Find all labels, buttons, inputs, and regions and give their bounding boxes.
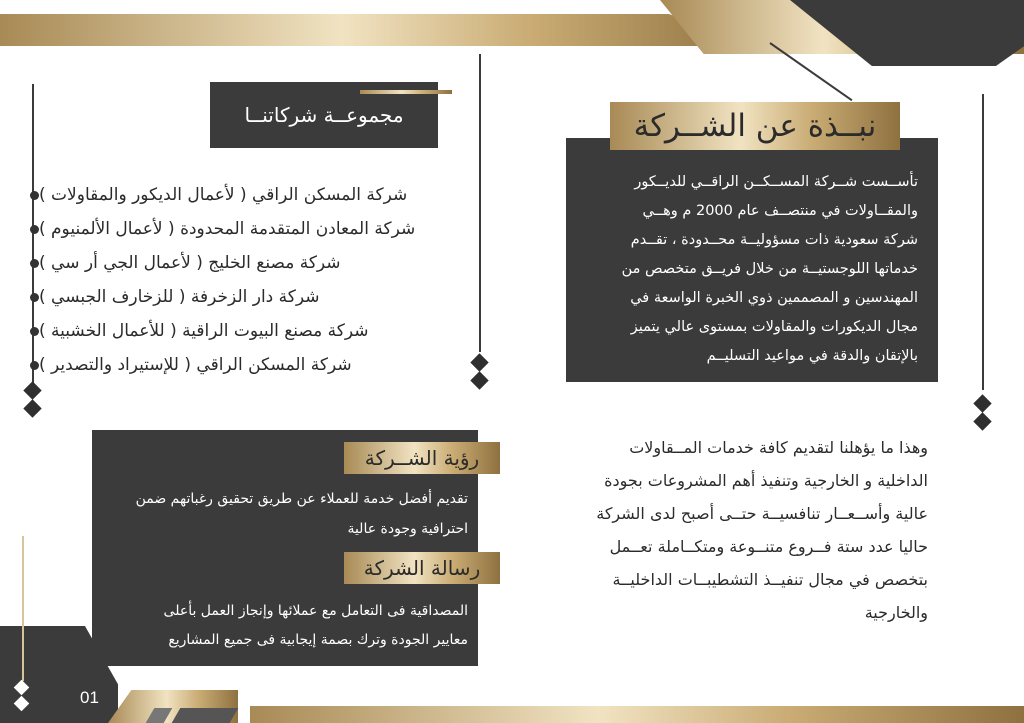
page-number: 01 — [80, 688, 99, 707]
center-diamond-2 — [470, 371, 488, 389]
qualify-text — [556, 431, 928, 629]
list-item — [20, 348, 448, 382]
companies-list-container — [20, 178, 448, 382]
qualify-line: وهذا ما يؤهلنا لتقديم كافة خدمات المــقاولات — [629, 438, 928, 457]
center-diamond-1 — [470, 353, 488, 371]
company-name: شركة المسكن الراقي ( للإستيراد والتصدير ) — [39, 355, 352, 375]
company-name: شركة المعادن المتقدمة المحدودة ( لأعمال الألمنيوم ) — [39, 219, 416, 239]
about-line: تأســست شــركة المســكــن الراقــي للديــكور — [634, 174, 918, 190]
vision-line: تقديم أفضل خدمة للعملاء عن طريق تحقيق رغباتهم ضمن — [135, 491, 468, 507]
about-text — [572, 168, 918, 371]
bullet-icon — [30, 259, 39, 268]
qualify-line: الداخلية و الخارجية وتنفيذ أهم المشروعات بجودة — [604, 471, 928, 490]
mission-text — [104, 597, 468, 655]
list-item — [20, 246, 448, 280]
bullet-icon — [30, 293, 39, 302]
list-item — [20, 178, 448, 212]
about-line: والمقــاولات في منتصــف عام 2000 م وهــي — [642, 203, 918, 219]
vision-title: رؤية الشــركة — [364, 446, 480, 470]
company-name: شركة مصنع البيوت الراقية ( للأعمال الخشبية ) — [39, 321, 369, 341]
mission-title-banner — [344, 552, 500, 584]
company-name: شركة المسكن الراقي ( لأعمال الديكور والمقاولات ) — [39, 185, 408, 205]
about-line: مجال الديكورات والمقاولات بمستوى عالي يتميز — [630, 319, 918, 335]
bullet-icon — [30, 361, 39, 370]
about-line: شركة سعودية ذات مسؤوليــة محــدودة ، تقــدم — [630, 232, 918, 248]
group-title: مجموعــة شركاتنــا — [244, 103, 404, 127]
vision-line: احترافية وجودة عالية — [347, 521, 468, 537]
company-name: شركة مصنع الخليج ( لأعمال الجي أر سي ) — [39, 253, 341, 273]
about-title: نبــذة عن الشــركة — [633, 108, 877, 144]
group-title-underline — [360, 90, 452, 94]
about-title-banner — [610, 102, 900, 150]
about-line: المهندسين و المصممين ذوي الخبرة الواسعة في — [630, 290, 918, 306]
vision-title-banner — [344, 442, 500, 474]
right-diamond-1 — [973, 394, 991, 412]
mission-title: رسالة الشركة — [363, 556, 481, 580]
left-bottom-vertical-line — [22, 536, 24, 681]
mission-line: المصداقية فى التعامل مع عملائها وإنجاز العمل بأعلى — [163, 603, 468, 619]
qualify-line: بتخصص في مجال تنفيــذ التشطيبــات الداخليــة — [612, 570, 928, 589]
qualify-line: والخارجية — [864, 603, 928, 622]
list-item — [20, 314, 448, 348]
right-diamond-2 — [973, 412, 991, 430]
left-diamond-1 — [23, 381, 41, 399]
bottom-stripe-2 — [172, 708, 239, 723]
qualify-line: عالية وأســعــار تنافسيــة حتــى أصبح لدى الشركة — [596, 504, 928, 523]
list-item — [20, 280, 448, 314]
vision-text — [104, 484, 468, 544]
company-name: شركة دار الزخرفة ( للزخارف الجبسي ) — [39, 287, 320, 307]
list-item — [20, 212, 448, 246]
about-line: بالإتقان والدقة في مواعيد التسليــم — [706, 348, 918, 364]
left-diamond-2 — [23, 399, 41, 417]
right-vertical-line — [982, 94, 984, 390]
qualify-line: حاليا عدد ستة فــروع متنــوعة ومتكــاملة تعــمل — [609, 537, 928, 556]
mission-line: معايير الجودة وترك بصمة إيجابية فى جميع المشاريع — [168, 632, 468, 648]
bullet-icon — [30, 225, 39, 234]
bottom-gold-bar — [250, 706, 1024, 723]
bullet-icon — [30, 191, 39, 200]
about-line: خدماتها اللوجستيــة من خلال فريــق متخصص من — [621, 261, 918, 277]
bullet-icon — [30, 327, 39, 336]
center-vertical-line — [479, 54, 481, 352]
companies-list — [20, 178, 448, 382]
top-gold-bar — [0, 14, 760, 46]
